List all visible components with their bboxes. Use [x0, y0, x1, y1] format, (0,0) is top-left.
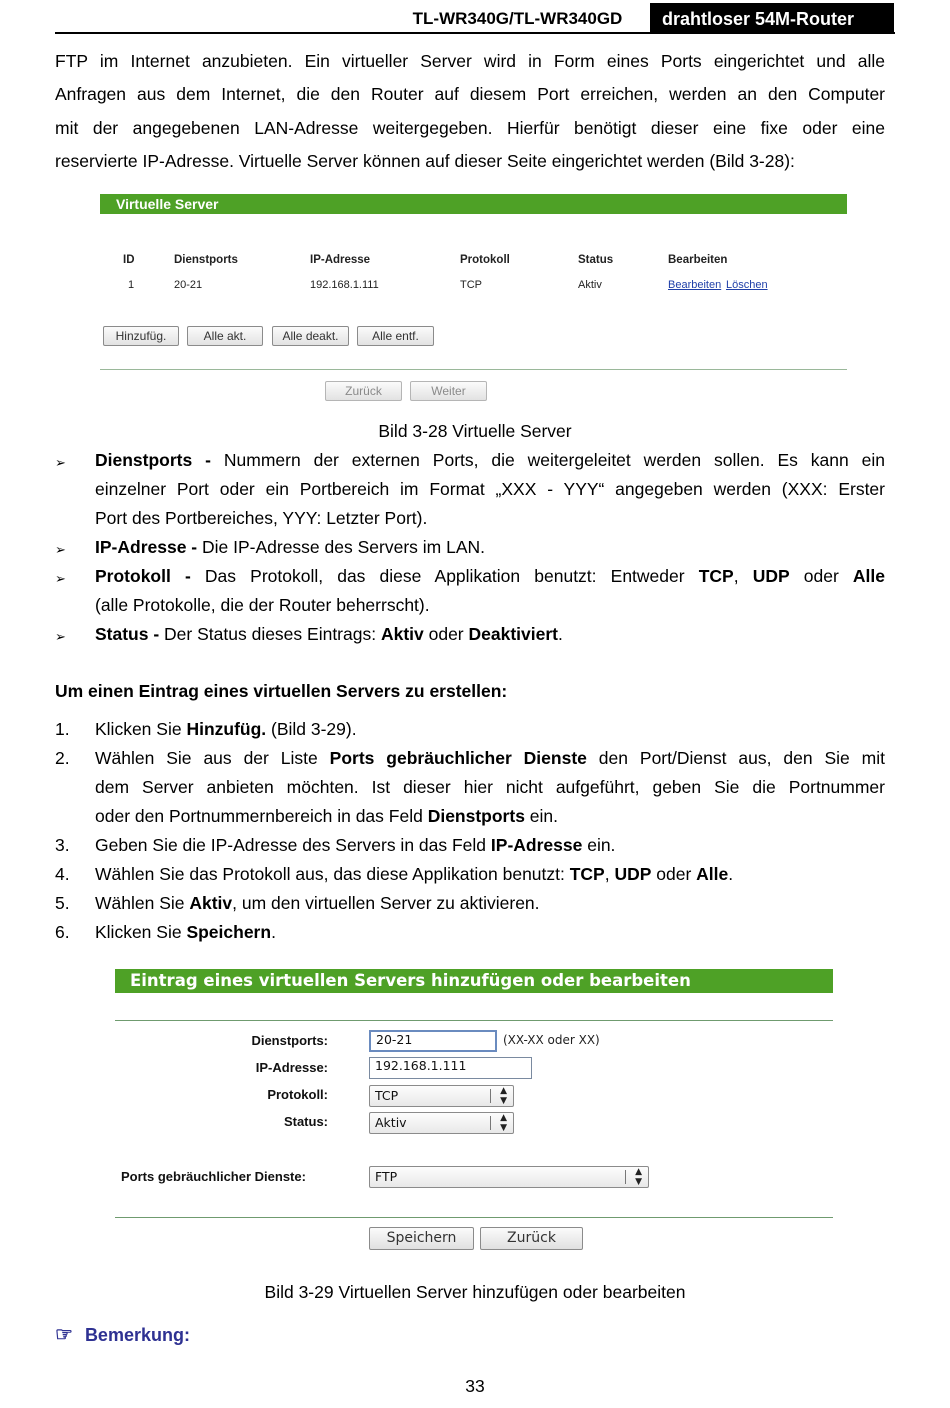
step-number: 6. [55, 922, 70, 942]
text-line [95, 831, 885, 860]
bullet-item [95, 620, 885, 649]
text-line [95, 889, 885, 918]
text-run: Klicken Sie [95, 719, 187, 739]
bullet-item [95, 533, 885, 562]
label-ports: Dienstports: [251, 1033, 328, 1048]
save-button[interactable]: Speichern [369, 1227, 474, 1250]
delete-all-button[interactable]: Alle entf. [357, 326, 434, 346]
label-status: Status: [283, 1114, 328, 1129]
label-common-ports: Ports gebräuchlicher Dienste: [121, 1169, 306, 1184]
text-line [95, 446, 885, 475]
note-heading [55, 1322, 190, 1347]
figure-caption: Bild 3-29 Virtuellen Server hinzufügen oder bearbeiten [264, 1282, 686, 1302]
page-number: 33 [465, 1376, 485, 1396]
enable-all-button[interactable]: Alle akt. [187, 326, 263, 346]
step-text [95, 831, 885, 860]
intro-line: FTP im Internet anzubieten. Ein virtueller Server wird in Form eines Ports eingerichtet und alle [55, 51, 885, 71]
bold-term: IP-Adresse - [95, 537, 202, 557]
edit-link[interactable]: Bearbeiten [668, 279, 722, 291]
bold-term: Speichern [186, 922, 272, 942]
cell-ports: 20-21 [174, 279, 203, 291]
step-text [95, 715, 885, 744]
ports-input[interactable]: 20-21 [369, 1030, 497, 1052]
delete-link[interactable]: Löschen [726, 279, 768, 291]
header-model: TL-WR340G/TL-WR340GD [412, 9, 623, 28]
text-line [95, 533, 885, 562]
bold-term: Status - [95, 624, 165, 644]
text-line [95, 802, 885, 831]
bold-term: Dienstports - [95, 450, 224, 470]
cell-protocol: TCP [460, 279, 482, 291]
text-run: . [271, 922, 276, 942]
step-number: 3. [55, 835, 70, 855]
header-product: drahtloser 54M-Router [650, 3, 894, 34]
text-run: , um den virtuellen Server zu aktivieren. [232, 893, 540, 913]
disable-all-button[interactable]: Alle deakt. [272, 326, 349, 346]
text-line [95, 620, 885, 649]
updown-arrows-icon: ▲ ▼ [500, 1113, 507, 1133]
step-text [95, 860, 885, 889]
text-run: Die IP-Adresse des Servers im LAN. [201, 537, 485, 557]
bold-term: TCP [569, 864, 605, 884]
header-rule [55, 32, 895, 34]
protocol-select[interactable] [369, 1085, 514, 1107]
panel-divider [100, 369, 847, 370]
label-protocol: Protokoll: [267, 1087, 328, 1102]
column-header-ports: Dienstports [174, 254, 238, 266]
common-ports-selected-value: FTP [375, 1169, 398, 1184]
text-run: Das Protokoll, das diese Applikation benutzt: Entweder [204, 566, 699, 586]
arrow-bullet-icon: ➢ [55, 542, 66, 557]
back-button[interactable]: Zurück [325, 381, 402, 401]
common-ports-select[interactable] [369, 1166, 649, 1188]
text-run: Klicken Sie [95, 922, 187, 942]
bullet-item [95, 446, 885, 533]
panel-title-add-edit: Eintrag eines virtuellen Servers hinzufügen oder bearbeiten [115, 969, 833, 993]
protocol-selected-value: TCP [375, 1088, 399, 1103]
panel-divider [115, 1217, 833, 1218]
step-number: 4. [55, 864, 70, 884]
text-run: , [604, 864, 615, 884]
text-run: Wählen Sie das Protokoll aus, das diese Applikation benutzt: [95, 864, 570, 884]
add-button[interactable]: Hinzufüg. [103, 326, 179, 346]
step-number: 5. [55, 893, 70, 913]
next-button[interactable]: Weiter [410, 381, 487, 401]
text-run: oder [789, 566, 853, 586]
text-line [95, 591, 885, 620]
ip-address-input[interactable]: 192.168.1.111 [369, 1057, 532, 1079]
figure-caption: Bild 3-28 Virtuelle Server [378, 421, 572, 441]
bold-term: Aktiv [380, 624, 424, 644]
text-line [95, 744, 885, 773]
step-number: 2. [55, 748, 70, 768]
step-text [95, 918, 885, 947]
text-run: , [733, 566, 753, 586]
bold-term: IP-Adresse [490, 835, 583, 855]
note-label: Bemerkung: [84, 1325, 190, 1345]
text-run: den Port/Dienst aus, den Sie mit [586, 748, 885, 768]
section-title: Um einen Eintrag eines virtuellen Servers zu erstellen: [55, 681, 508, 701]
select-separator [625, 1170, 626, 1184]
back-button[interactable]: Zurück [480, 1227, 583, 1250]
bold-term: Ports gebräuchlicher Dienste [329, 748, 587, 768]
panel-title-virtual-servers: Virtuelle Server [100, 194, 847, 214]
panel-divider [115, 1020, 833, 1021]
text-line [95, 773, 885, 802]
text-run: (Bild 3-29). [266, 719, 357, 739]
cell-status: Aktiv [578, 279, 602, 291]
text-run: Wählen Sie aus der Liste [95, 748, 330, 768]
intro-line: reservierte IP-Adresse. Virtuelle Server können auf dieser Seite eingerichtet werden (Bild 3-28): [55, 150, 795, 171]
bold-term: Protokoll - [95, 566, 205, 586]
bold-term: TCP [698, 566, 734, 586]
text-run: einzelner Port oder ein Portbereich im Format „XXX - YYY“ angegeben werden (XXX: Erster [95, 479, 885, 499]
text-line [95, 715, 885, 744]
text-run: Wählen Sie [95, 893, 190, 913]
figure-virtual-servers [98, 193, 850, 411]
text-run: . [558, 624, 563, 644]
select-separator [490, 1089, 491, 1103]
bold-term: Dienstports [427, 806, 525, 826]
intro-line: mit der angegebenen LAN-Adresse weitergegeben. Hierfür benötigt dieser eine fixe oder eine [55, 117, 885, 138]
text-line [95, 918, 885, 947]
bold-term: Alle [852, 566, 886, 586]
cell-id: 1 [128, 279, 135, 291]
status-selected-value: Aktiv [375, 1115, 407, 1130]
text-line [95, 475, 885, 504]
text-run: oder den Portnummernbereich in das Feld [95, 806, 428, 826]
text-run: Port des Portbereiches, YYY: Letzter Port). [95, 508, 428, 528]
bold-term: Aktiv [189, 893, 233, 913]
column-header-protocol: Protokoll [460, 254, 510, 266]
text-line [95, 562, 885, 591]
ports-format-hint: (XX-XX oder XX) [503, 1033, 600, 1047]
arrow-bullet-icon: ➢ [55, 571, 66, 586]
bold-term: Hinzufüg. [186, 719, 267, 739]
step-text [95, 744, 885, 831]
label-ip: IP-Adresse: [255, 1060, 328, 1075]
arrow-bullet-icon: ➢ [55, 455, 66, 470]
text-run: dem Server anbieten möchten. Ist dieser hier nicht aufgeführt, geben Sie die Portnummer [95, 777, 885, 797]
step-number: 1. [55, 719, 70, 739]
text-run: Geben Sie die IP-Adresse des Servers in das Feld [95, 835, 491, 855]
cell-ip: 192.168.1.111 [310, 279, 379, 291]
column-header-ip: IP-Adresse [310, 254, 371, 266]
arrow-bullet-icon: ➢ [55, 629, 66, 644]
bold-term: Deaktiviert [468, 624, 558, 644]
bullet-item [95, 562, 885, 620]
intro-paragraph [55, 45, 885, 178]
text-run: Der Status dieses Eintrags: [164, 624, 381, 644]
column-header-status: Status [578, 254, 614, 266]
text-run: oder [423, 624, 469, 644]
updown-arrows-icon: ▲ ▼ [635, 1167, 642, 1187]
intro-line: Anfragen aus dem Internet, die den Router auf diesem Port erreichen, werden an den Computer [55, 84, 885, 105]
text-line [95, 860, 885, 889]
text-run: Nummern der externen Ports, die weitergeleitet werden sollen. Es kann ein [223, 450, 885, 470]
figure-add-edit-server [110, 963, 838, 1261]
text-run: ein. [524, 806, 558, 826]
status-select[interactable] [369, 1112, 514, 1134]
text-run: (alle Protokolle, die der Router beherrscht). [95, 595, 430, 615]
column-header-edit: Bearbeiten [668, 254, 728, 266]
step-text [95, 889, 885, 918]
text-line [95, 504, 885, 533]
text-run: ein. [582, 835, 616, 855]
bold-term: UDP [614, 864, 652, 884]
bold-term: Alle [696, 864, 729, 884]
select-separator [490, 1116, 491, 1130]
text-run: oder [651, 864, 697, 884]
pointing-hand-icon: ☞ [55, 1324, 73, 1346]
updown-arrows-icon: ▲ ▼ [500, 1086, 507, 1106]
bold-term: UDP [752, 566, 790, 586]
text-run: . [728, 864, 734, 884]
column-header-id: ID [123, 254, 135, 266]
